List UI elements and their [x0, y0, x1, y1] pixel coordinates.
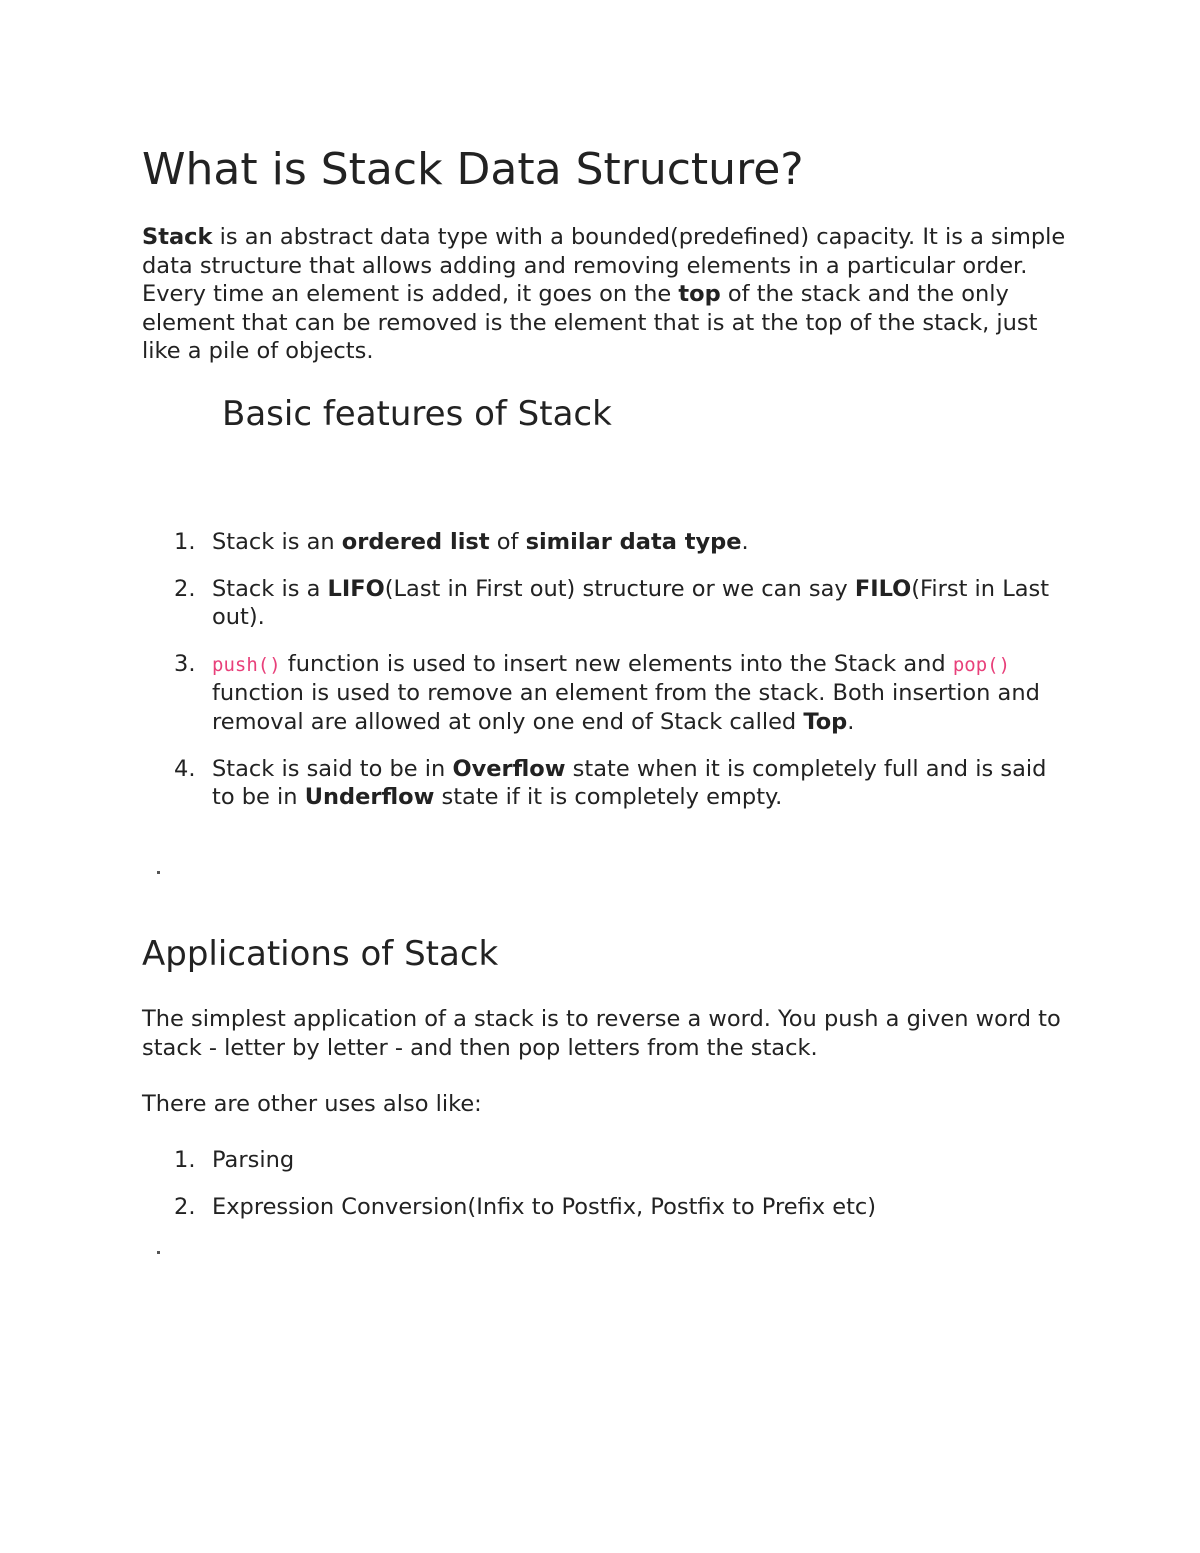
feature-text: Stack is an	[212, 529, 342, 555]
feature-bold: Overflow	[452, 755, 566, 782]
list-number: 2.	[174, 1193, 196, 1220]
intro-bold-top: top	[678, 281, 721, 308]
list-item	[174, 650, 1062, 737]
list-item	[174, 1146, 1062, 1175]
list-number: 1.	[174, 529, 196, 555]
stray-dot	[157, 1251, 160, 1254]
feature-text: function is used to insert new elements into the Stack and	[280, 650, 953, 677]
feature-text: Stack is said to be in	[212, 755, 453, 782]
list-item	[174, 575, 1062, 632]
feature-text: function is used to remove an element from the stack. Both insertion and removal are allowed at only one end of Stack called	[212, 680, 1040, 735]
intro-text-1: is an abstract data type with a bounded(predefined) capacity. It is a simple data structure that allows adding and removing elements in a particular order. Every time an element is added, it goes on the	[142, 224, 1066, 308]
feature-text: state when it is completely full and is said to be in	[212, 755, 1047, 811]
list-number: 2.	[174, 575, 196, 602]
use-text: Expression Conversion(Infix to Postfix, Postfix to Prefix etc)	[212, 1193, 877, 1220]
list-item	[174, 528, 1062, 557]
list-number: 1.	[174, 1147, 196, 1173]
stray-dot	[157, 871, 160, 874]
list-item	[174, 755, 1062, 812]
applications-heading: Applications of Stack	[142, 934, 499, 974]
code-push: push()	[212, 653, 281, 676]
list-number: 3.	[174, 650, 196, 677]
feature-text: of	[489, 529, 526, 555]
features-list	[174, 528, 1062, 812]
feature-text: Stack is a	[212, 575, 328, 602]
feature-text: state if it is completely empty.	[434, 784, 783, 811]
uses-list	[174, 1146, 1062, 1221]
feature-text: .	[741, 529, 749, 555]
feature-text: .	[847, 708, 855, 735]
other-uses-intro: There are other uses also like:	[142, 1091, 482, 1117]
features-heading: Basic features of Stack	[222, 394, 612, 434]
feature-bold: similar data type	[525, 529, 742, 555]
intro-bold-stack: Stack	[142, 224, 213, 250]
feature-bold: Top	[803, 708, 848, 735]
feature-bold: LIFO	[327, 575, 385, 602]
code-pop: pop()	[952, 653, 1011, 676]
feature-text: (First in Last out).	[212, 575, 1050, 631]
page-title: What is Stack Data Structure?	[142, 144, 804, 195]
list-number: 4.	[174, 755, 196, 782]
feature-bold: ordered list	[341, 529, 490, 555]
feature-bold: Underflow	[304, 784, 435, 811]
intro-paragraph	[142, 223, 1072, 366]
use-text: Parsing	[212, 1147, 295, 1173]
feature-text: (Last in First out) structure or we can say	[384, 575, 855, 602]
intro-text-2: of the stack and the only element that can be removed is the element that is at the top of the stack, just like a pile of objects.	[142, 281, 1038, 365]
list-item	[174, 1193, 1062, 1222]
simplest-paragraph: The simplest application of a stack is to reverse a word. You push a given word to stack - letter by letter - and then pop letters from the stack.	[142, 1006, 1061, 1061]
feature-bold: FILO	[854, 575, 912, 602]
